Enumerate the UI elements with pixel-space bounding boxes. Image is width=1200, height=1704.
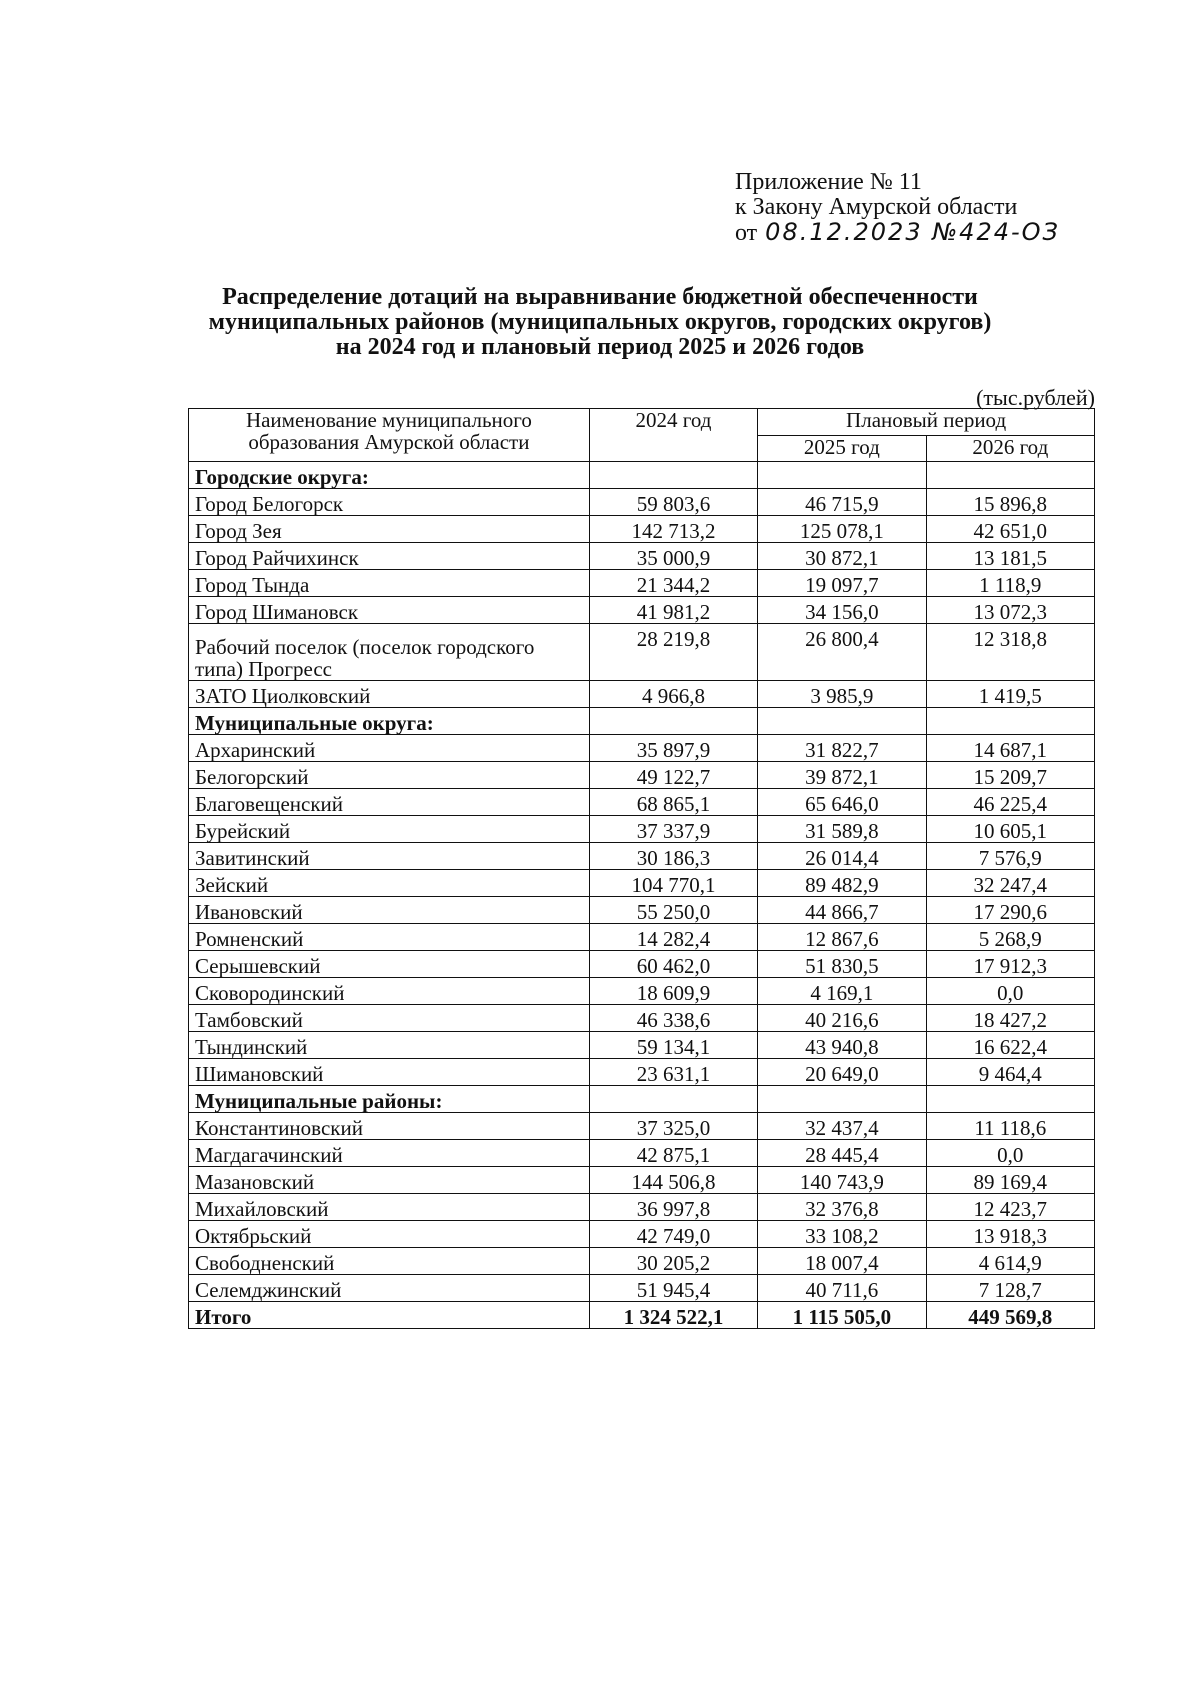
table-row — [189, 1032, 1095, 1059]
header-planned-period: Плановый период — [758, 409, 1095, 436]
document-title — [150, 285, 1050, 360]
units-label: (тыс.рублей) — [976, 385, 1095, 410]
municipality-name: Шимановский — [189, 1059, 590, 1086]
title-line-2: муниципальных районов (муниципальных округов, городских округов) — [208, 309, 992, 335]
table-row — [189, 624, 1095, 681]
value-2024: 46 338,6 — [589, 1005, 757, 1032]
title-line-3: на 2024 год и плановый период 2025 и 2026 годов — [335, 334, 865, 360]
table-row — [189, 597, 1095, 624]
total-2025: 1 115 505,0 — [758, 1302, 926, 1329]
empty-cell — [589, 462, 757, 489]
title-line-1: Распределение дотаций на выравнивание бюджетной обеспеченности — [222, 284, 978, 310]
value-2026: 32 247,4 — [926, 870, 1094, 897]
total-2026: 449 569,8 — [926, 1302, 1094, 1329]
value-2026: 15 209,7 — [926, 762, 1094, 789]
table-row — [189, 1167, 1095, 1194]
appendix-date-line — [735, 220, 1060, 246]
value-2026: 15 896,8 — [926, 489, 1094, 516]
value-2025: 18 007,4 — [758, 1248, 926, 1275]
value-2024: 59 803,6 — [589, 489, 757, 516]
value-2025: 40 216,6 — [758, 1005, 926, 1032]
value-2024: 23 631,1 — [589, 1059, 757, 1086]
value-2024: 18 609,9 — [589, 978, 757, 1005]
value-2024: 144 506,8 — [589, 1167, 757, 1194]
table-row — [189, 843, 1095, 870]
section-row — [189, 462, 1095, 489]
value-2026: 17 290,6 — [926, 897, 1094, 924]
value-2026: 0,0 — [926, 978, 1094, 1005]
municipality-name: Михайловский — [189, 1194, 590, 1221]
value-2026: 12 318,8 — [926, 624, 1094, 681]
value-2024: 28 219,8 — [589, 624, 757, 681]
empty-cell — [758, 708, 926, 735]
municipality-name: Зейский — [189, 870, 590, 897]
municipality-name: Белогорский — [189, 762, 590, 789]
municipality-name: Серышевский — [189, 951, 590, 978]
municipality-name: Рабочий поселок (поселок городского типа) Прогресс — [189, 624, 590, 681]
value-2024: 4 966,8 — [589, 681, 757, 708]
value-2025: 19 097,7 — [758, 570, 926, 597]
empty-cell — [926, 1086, 1094, 1113]
value-2026: 13 918,3 — [926, 1221, 1094, 1248]
value-2024: 42 875,1 — [589, 1140, 757, 1167]
value-2026: 89 169,4 — [926, 1167, 1094, 1194]
table-row — [189, 1221, 1095, 1248]
value-2024: 104 770,1 — [589, 870, 757, 897]
empty-cell — [589, 708, 757, 735]
value-2024: 35 897,9 — [589, 735, 757, 762]
municipality-name: Благовещенский — [189, 789, 590, 816]
table-row — [189, 489, 1095, 516]
value-2025: 3 985,9 — [758, 681, 926, 708]
value-2024: 14 282,4 — [589, 924, 757, 951]
table-row — [189, 762, 1095, 789]
value-2025: 34 156,0 — [758, 597, 926, 624]
value-2026: 16 622,4 — [926, 1032, 1094, 1059]
section-row — [189, 708, 1095, 735]
municipality-name: Константиновский — [189, 1113, 590, 1140]
table-row — [189, 789, 1095, 816]
municipality-name: Архаринский — [189, 735, 590, 762]
value-2025: 4 169,1 — [758, 978, 926, 1005]
value-2026: 10 605,1 — [926, 816, 1094, 843]
value-2025: 32 376,8 — [758, 1194, 926, 1221]
empty-cell — [926, 708, 1094, 735]
municipality-name: Город Зея — [189, 516, 590, 543]
municipality-name: Тындинский — [189, 1032, 590, 1059]
value-2025: 40 711,6 — [758, 1275, 926, 1302]
value-2024: 37 337,9 — [589, 816, 757, 843]
value-2024: 35 000,9 — [589, 543, 757, 570]
municipality-name: Город Тында — [189, 570, 590, 597]
value-2024: 30 186,3 — [589, 843, 757, 870]
table-row — [189, 897, 1095, 924]
value-2026: 46 225,4 — [926, 789, 1094, 816]
value-2026: 12 423,7 — [926, 1194, 1094, 1221]
value-2025: 31 822,7 — [758, 735, 926, 762]
value-2026: 7 576,9 — [926, 843, 1094, 870]
appendix-block — [735, 170, 1060, 246]
value-2025: 46 715,9 — [758, 489, 926, 516]
municipality-name: Мазановский — [189, 1167, 590, 1194]
value-2026: 7 128,7 — [926, 1275, 1094, 1302]
value-2024: 36 997,8 — [589, 1194, 757, 1221]
value-2025: 43 940,8 — [758, 1032, 926, 1059]
value-2024: 21 344,2 — [589, 570, 757, 597]
value-2025: 65 646,0 — [758, 789, 926, 816]
table-row — [189, 543, 1095, 570]
municipality-name: Город Белогорск — [189, 489, 590, 516]
section-row — [189, 1086, 1095, 1113]
subsidies-table — [188, 408, 1095, 1329]
value-2024: 51 945,4 — [589, 1275, 757, 1302]
value-2024: 55 250,0 — [589, 897, 757, 924]
section-title: Муниципальные районы: — [189, 1086, 590, 1113]
value-2026: 18 427,2 — [926, 1005, 1094, 1032]
value-2026: 0,0 — [926, 1140, 1094, 1167]
value-2025: 125 078,1 — [758, 516, 926, 543]
value-2026: 11 118,6 — [926, 1113, 1094, 1140]
value-2024: 41 981,2 — [589, 597, 757, 624]
appendix-date-prefix: от — [735, 220, 758, 246]
municipality-name: Селемджинский — [189, 1275, 590, 1302]
value-2026: 1 118,9 — [926, 570, 1094, 597]
municipality-name: Город Шимановск — [189, 597, 590, 624]
table-row — [189, 1005, 1095, 1032]
table-row — [189, 516, 1095, 543]
municipality-name: Завитинский — [189, 843, 590, 870]
table-row — [189, 870, 1095, 897]
value-2025: 33 108,2 — [758, 1221, 926, 1248]
value-2025: 31 589,8 — [758, 816, 926, 843]
total-row — [189, 1302, 1095, 1329]
municipality-name: Ивановский — [189, 897, 590, 924]
municipality-name: Октябрьский — [189, 1221, 590, 1248]
municipality-name: Магдагачинский — [189, 1140, 590, 1167]
value-2026: 4 614,9 — [926, 1248, 1094, 1275]
table-row — [189, 1059, 1095, 1086]
value-2025: 32 437,4 — [758, 1113, 926, 1140]
table-row — [189, 1275, 1095, 1302]
table-row — [189, 735, 1095, 762]
value-2024: 37 325,0 — [589, 1113, 757, 1140]
empty-cell — [589, 1086, 757, 1113]
section-title: Муниципальные округа: — [189, 708, 590, 735]
value-2025: 26 800,4 — [758, 624, 926, 681]
value-2024: 49 122,7 — [589, 762, 757, 789]
header-2024: 2024 год — [589, 409, 757, 462]
value-2026: 13 072,3 — [926, 597, 1094, 624]
value-2025: 44 866,7 — [758, 897, 926, 924]
total-label: Итого — [189, 1302, 590, 1329]
empty-cell — [926, 462, 1094, 489]
table-row — [189, 570, 1095, 597]
value-2024: 68 865,1 — [589, 789, 757, 816]
value-2024: 60 462,0 — [589, 951, 757, 978]
empty-cell — [758, 1086, 926, 1113]
table-row — [189, 978, 1095, 1005]
handwritten-date-number: 08.12.2023 №424-ОЗ — [765, 218, 1060, 246]
table-row — [189, 1194, 1095, 1221]
value-2025: 28 445,4 — [758, 1140, 926, 1167]
table-row — [189, 816, 1095, 843]
municipality-name: Сковородинский — [189, 978, 590, 1005]
value-2026: 1 419,5 — [926, 681, 1094, 708]
value-2026: 14 687,1 — [926, 735, 1094, 762]
table-row — [189, 1140, 1095, 1167]
value-2024: 59 134,1 — [589, 1032, 757, 1059]
value-2025: 30 872,1 — [758, 543, 926, 570]
total-2024: 1 324 522,1 — [589, 1302, 757, 1329]
header-name: Наименование муниципального образования Амурской области — [189, 409, 590, 462]
municipality-name: Город Райчихинск — [189, 543, 590, 570]
value-2025: 89 482,9 — [758, 870, 926, 897]
municipality-name: Ромненский — [189, 924, 590, 951]
value-2024: 142 713,2 — [589, 516, 757, 543]
value-2025: 20 649,0 — [758, 1059, 926, 1086]
table-row — [189, 924, 1095, 951]
municipality-name: ЗАТО Циолковский — [189, 681, 590, 708]
value-2025: 12 867,6 — [758, 924, 926, 951]
value-2026: 13 181,5 — [926, 543, 1094, 570]
value-2025: 26 014,4 — [758, 843, 926, 870]
appendix-number: Приложение № 11 — [735, 169, 922, 195]
appendix-law: к Закону Амурской области — [735, 194, 1018, 220]
value-2025: 39 872,1 — [758, 762, 926, 789]
value-2026: 17 912,3 — [926, 951, 1094, 978]
table-body — [189, 462, 1095, 1329]
table-row — [189, 1113, 1095, 1140]
municipality-name: Бурейский — [189, 816, 590, 843]
header-2025: 2025 год — [758, 435, 926, 462]
value-2026: 5 268,9 — [926, 924, 1094, 951]
municipality-name: Тамбовский — [189, 1005, 590, 1032]
section-title: Городские округа: — [189, 462, 590, 489]
municipality-name: Свободненский — [189, 1248, 590, 1275]
value-2024: 42 749,0 — [589, 1221, 757, 1248]
table-row — [189, 951, 1095, 978]
value-2024: 30 205,2 — [589, 1248, 757, 1275]
empty-cell — [758, 462, 926, 489]
value-2025: 51 830,5 — [758, 951, 926, 978]
value-2026: 9 464,4 — [926, 1059, 1094, 1086]
value-2026: 42 651,0 — [926, 516, 1094, 543]
header-2026: 2026 год — [926, 435, 1094, 462]
value-2025: 140 743,9 — [758, 1167, 926, 1194]
table-row — [189, 681, 1095, 708]
table-row — [189, 1248, 1095, 1275]
